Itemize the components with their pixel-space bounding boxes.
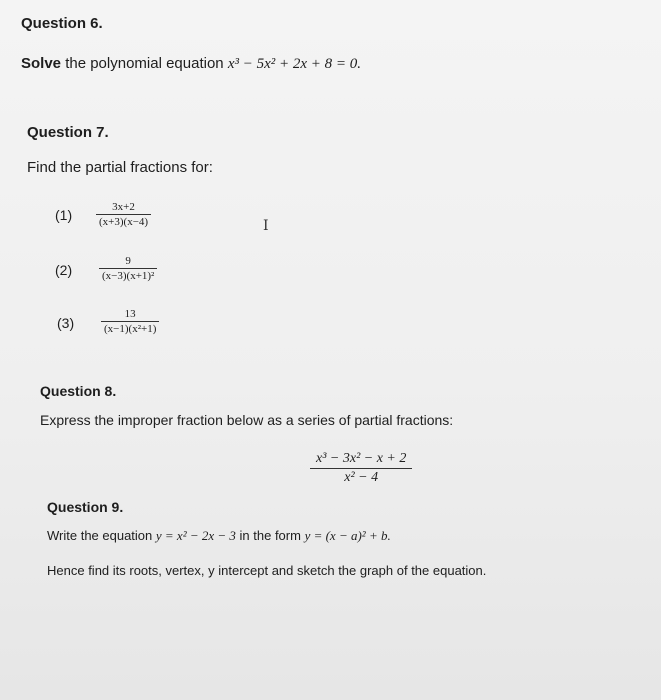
q8-numerator: x³ − 3x² − x + 2	[310, 450, 412, 469]
q8-fraction	[310, 450, 412, 487]
q9-line1-eq1: y = x² − 2x − 3	[155, 528, 236, 543]
q7-item-1-numerator: 3x+2	[96, 200, 151, 215]
q7-item-1-fraction	[96, 200, 151, 229]
q9-line1-text: Write the equation	[47, 528, 156, 543]
q7-item-3-label: (3)	[57, 315, 75, 331]
q7-item-2-label: (2)	[55, 262, 73, 278]
q7-item-3-numerator: 13	[101, 307, 159, 322]
q9-line2: Hence find its roots, vertex, y intercept and sketch the graph of the equation.	[47, 563, 487, 578]
q6-equation: x³ − 5x² + 2x + 8 = 0.	[227, 56, 362, 72]
q7-item-3-denominator: (x−1)(x²+1)	[104, 323, 157, 335]
q7-item-1-denominator: (x+3)(x−4)	[99, 216, 149, 228]
q7-item-3-fraction	[101, 307, 159, 336]
q8-title: Question 8.	[40, 383, 117, 399]
q8-instruction: Express the improper fraction below as a series of partial fractions:	[40, 412, 454, 428]
q6-prompt-rest: the polynomial equation	[61, 55, 228, 72]
q7-item-1-label: (1)	[55, 207, 73, 223]
q7-item-2-numerator: 9	[99, 254, 157, 269]
q8-denominator: x² − 4	[344, 470, 379, 485]
q7-title: Question 7.	[27, 124, 109, 141]
q9-line1	[47, 528, 391, 544]
text-cursor-icon: I	[263, 218, 269, 234]
q9-line1-mid: in the form	[235, 528, 305, 543]
q6-prompt-bold: Solve	[21, 55, 62, 72]
q9-title: Question 9.	[47, 499, 124, 515]
q7-instruction: Find the partial fractions for:	[27, 159, 213, 176]
q9-line1-eq2: y = (x − a)² + b.	[304, 528, 391, 543]
q6-title: Question 6.	[21, 15, 103, 32]
q6-prompt	[21, 55, 361, 73]
q7-item-2-fraction	[99, 254, 157, 283]
q7-item-2-denominator: (x−3)(x+1)²	[102, 270, 155, 282]
